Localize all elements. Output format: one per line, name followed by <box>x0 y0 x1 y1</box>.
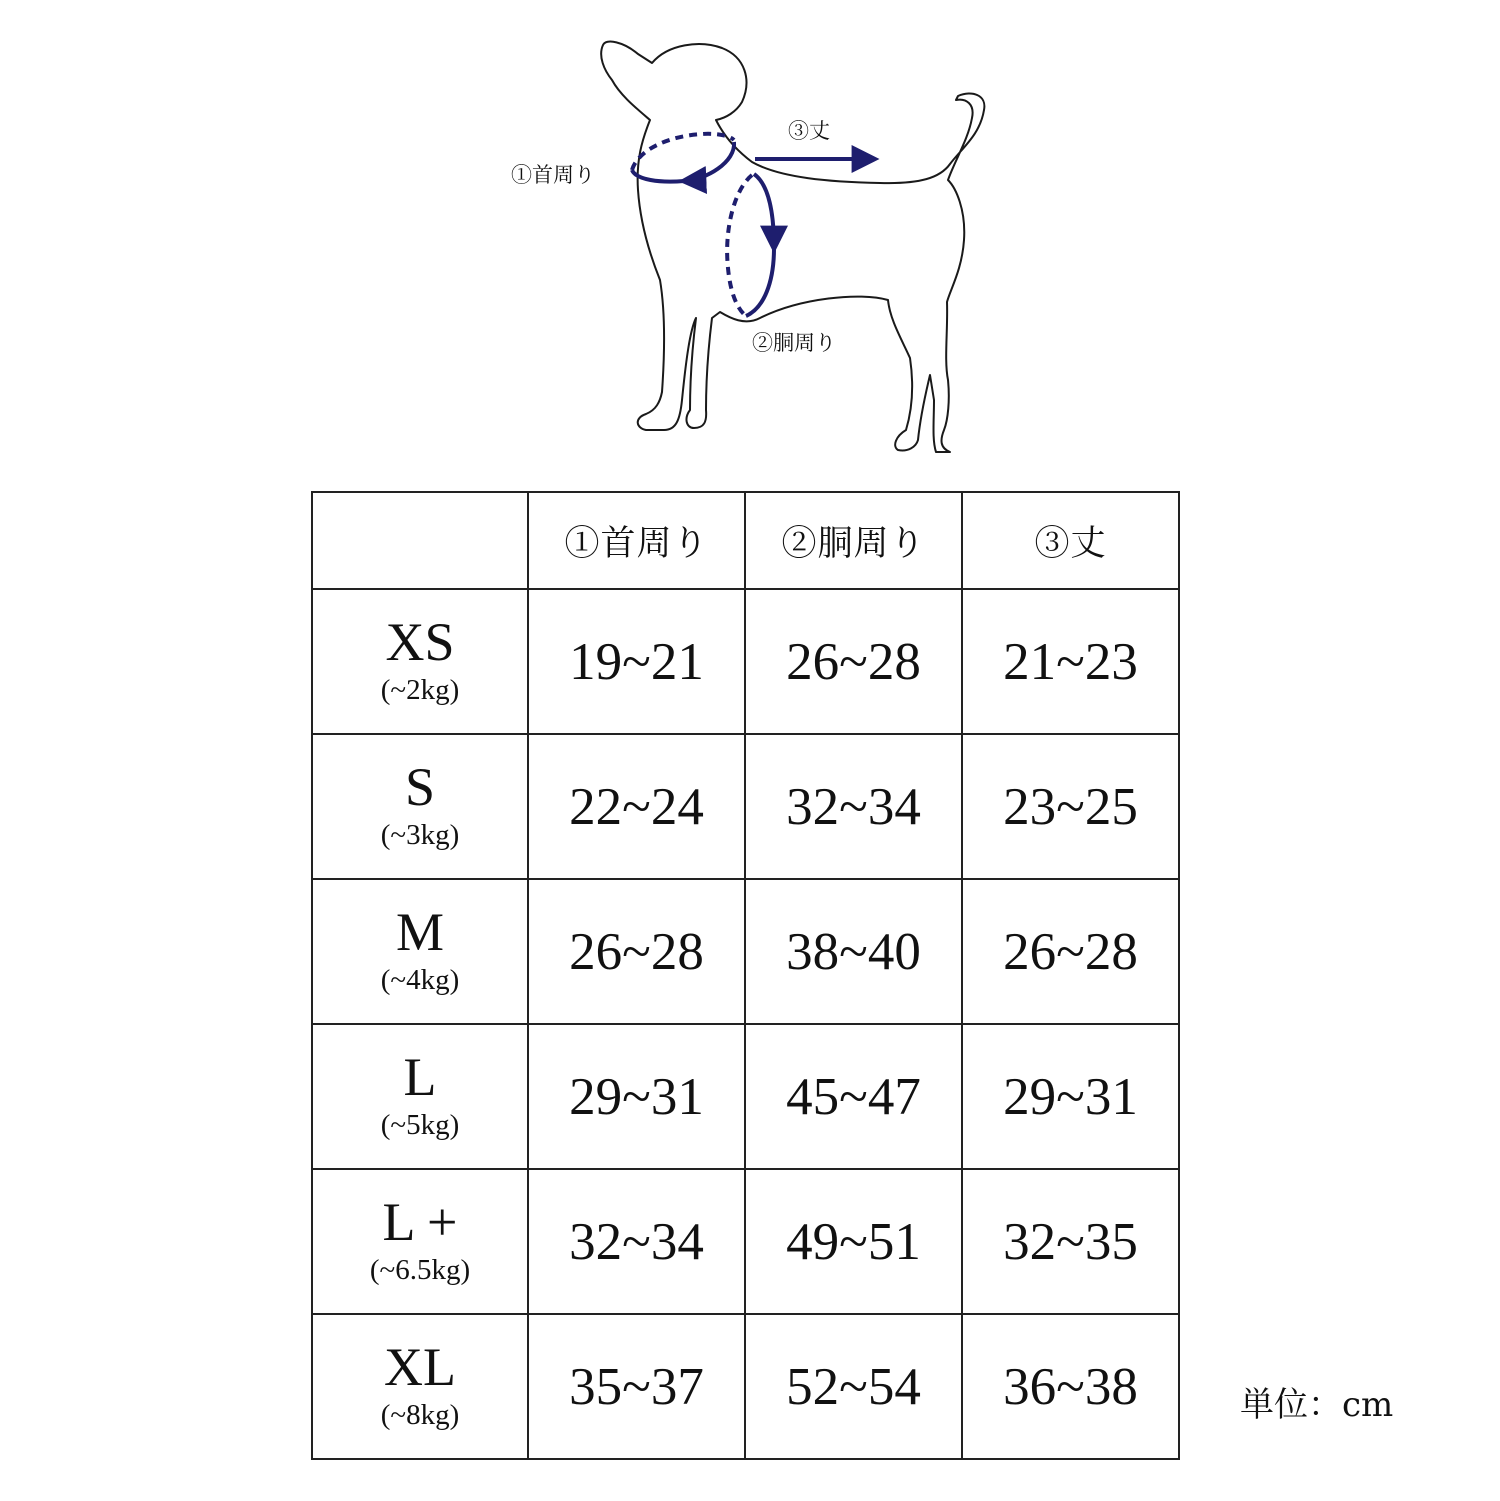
table-header-row <box>312 492 1179 589</box>
header-neck: ①首周り <box>528 492 745 589</box>
size-name: L + <box>382 1191 458 1252</box>
chest-value: 49~51 <box>745 1169 962 1314</box>
size-name: XL <box>384 1336 456 1397</box>
neck-label: ①首周り <box>511 163 595 187</box>
neck-value: 26~28 <box>528 879 745 1024</box>
chest-value: 52~54 <box>745 1314 962 1459</box>
size-cell <box>312 589 528 734</box>
neck-measure-line <box>684 142 734 181</box>
length-value: 36~38 <box>962 1314 1179 1459</box>
unit-label: 単位：cm <box>1240 1385 1394 1425</box>
length-value: 21~23 <box>962 589 1179 734</box>
chest-value: 45~47 <box>745 1024 962 1169</box>
length-value: 29~31 <box>962 1024 1179 1169</box>
chest-value: 26~28 <box>745 589 962 734</box>
neck-measure-line-2 <box>632 170 684 182</box>
size-cell <box>312 879 528 1024</box>
size-weight: (~8kg) <box>380 1398 460 1431</box>
table-row <box>312 1169 1179 1314</box>
size-weight: (~6.5kg) <box>369 1253 471 1286</box>
size-name: XS <box>385 611 455 672</box>
size-cell <box>312 734 528 879</box>
neck-value: 29~31 <box>528 1024 745 1169</box>
table-row <box>312 734 1179 879</box>
neck-measure-dashed <box>632 134 734 170</box>
header-empty-cell <box>312 492 528 589</box>
size-name: S <box>404 756 436 817</box>
chest-value: 38~40 <box>745 879 962 1024</box>
table-row <box>312 1024 1179 1169</box>
table-row <box>312 589 1179 734</box>
length-label: ③丈 <box>788 119 830 143</box>
length-value: 32~35 <box>962 1169 1179 1314</box>
header-chest: ②胴周り <box>745 492 962 589</box>
size-name: M <box>395 901 444 962</box>
table-row <box>312 879 1179 1024</box>
chest-measure-line <box>754 174 774 248</box>
neck-value: 35~37 <box>528 1314 745 1459</box>
size-weight: (~3kg) <box>380 818 460 851</box>
neck-value: 19~21 <box>528 589 745 734</box>
size-name: L <box>403 1046 437 1107</box>
chest-measure-line-2 <box>746 248 774 316</box>
chest-value: 32~34 <box>745 734 962 879</box>
table-row <box>312 1314 1179 1459</box>
size-cell <box>312 1024 528 1169</box>
size-cell <box>312 1169 528 1314</box>
length-value: 26~28 <box>962 879 1179 1024</box>
size-weight: (~5kg) <box>380 1108 460 1141</box>
size-weight: (~4kg) <box>380 963 460 996</box>
header-length: ③丈 <box>962 492 1179 589</box>
chest-measure-dashed <box>727 175 752 316</box>
neck-value: 22~24 <box>528 734 745 879</box>
dog-silhouette <box>601 42 984 452</box>
size-cell <box>312 1314 528 1459</box>
size-weight: (~2kg) <box>380 673 460 706</box>
neck-value: 32~34 <box>528 1169 745 1314</box>
size-chart-table <box>311 491 1180 1460</box>
dog-measurement-diagram <box>0 0 1500 470</box>
length-value: 23~25 <box>962 734 1179 879</box>
chest-label: ②胴周り <box>752 331 836 355</box>
